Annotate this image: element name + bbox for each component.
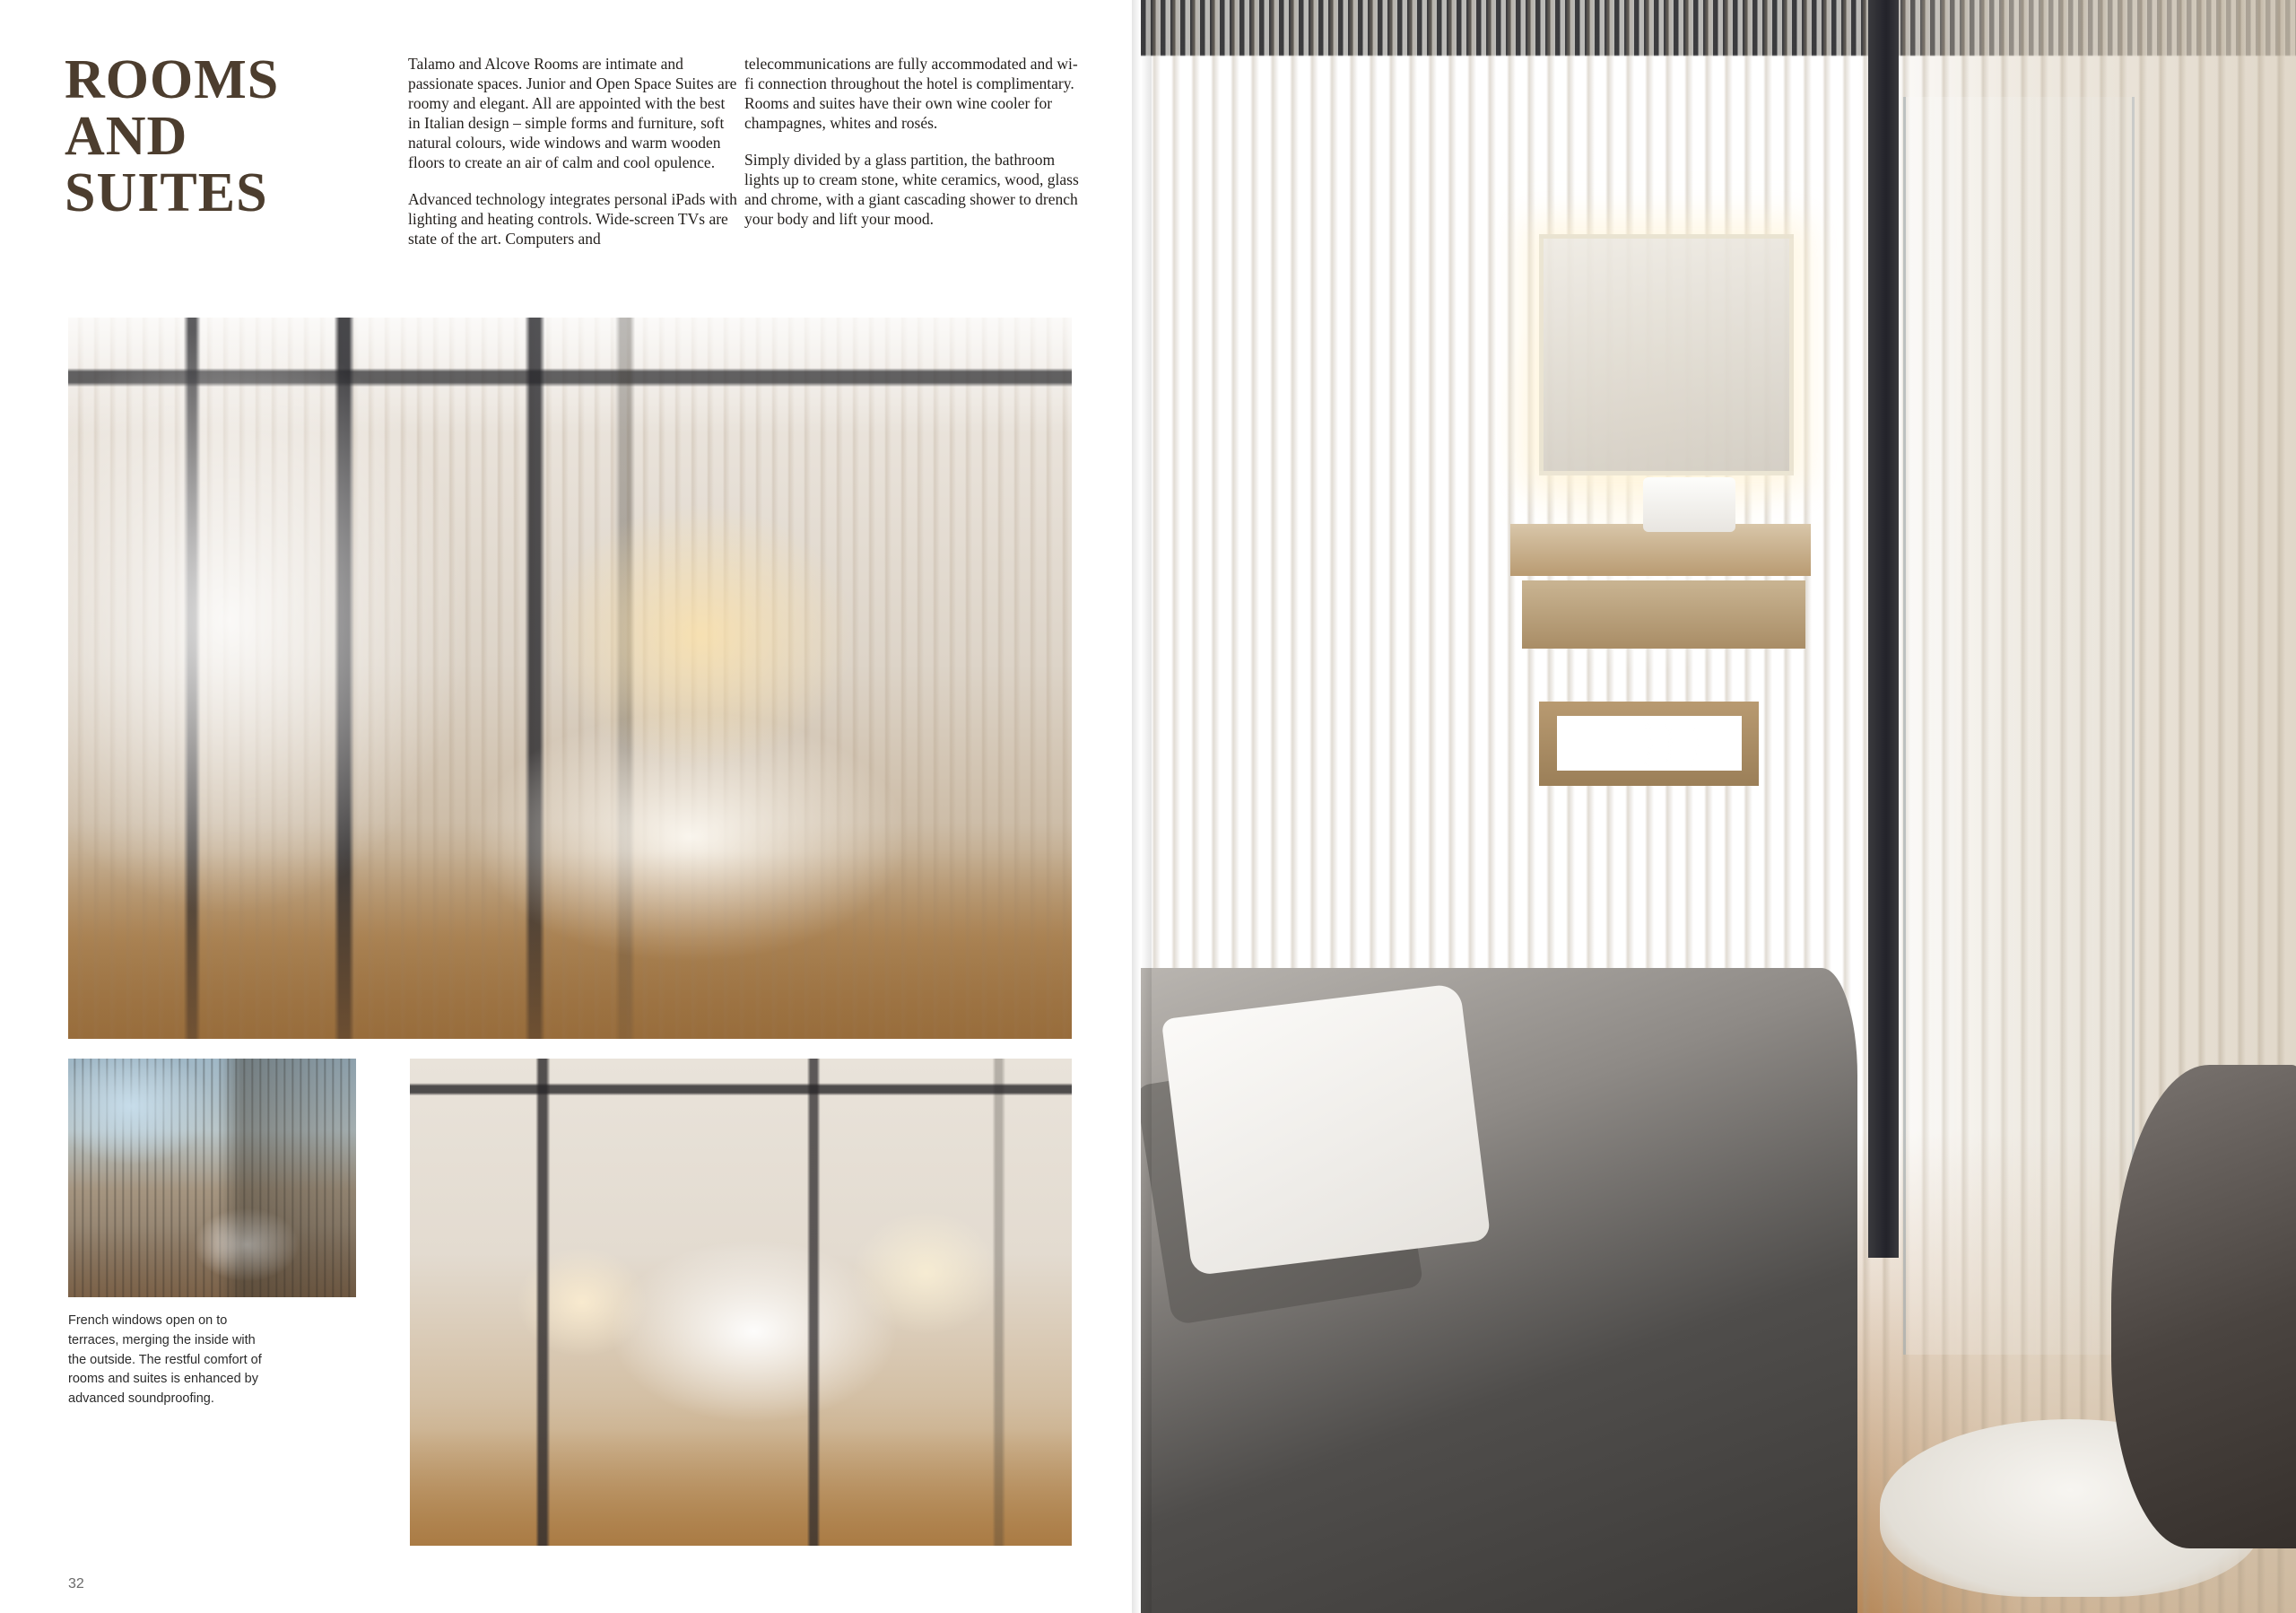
photo-caption: French windows open on to terraces, merging the inside with the outside. The restful comfort of rooms and suites is enhanced by advanced soundproofing.: [68, 1313, 262, 1406]
page-number: 32: [68, 1576, 84, 1591]
photo-content: [410, 1059, 1072, 1546]
page-title-line-2: AND: [65, 106, 188, 168]
body-column-2: [744, 54, 1081, 246]
four-poster-bedroom-photo: [410, 1059, 1072, 1546]
page-title-line-1: ROOMS: [65, 49, 280, 110]
page-title-line-3: SUITES: [65, 162, 268, 224]
page-title: [65, 49, 387, 224]
photo-content: [68, 318, 1072, 1039]
backlit-mirror: [1539, 234, 1793, 476]
right-page: [1141, 0, 2296, 1613]
body-paragraph: telecommunications are fully accommodated and wi-fi connection throughout the hotel is complimentary. Rooms and suites have their own wine cooler for champagnes, whites and rosés.: [744, 55, 1078, 133]
body-column-1: [408, 54, 740, 266]
partition-column: [1868, 0, 1898, 1258]
bathroom-suite-photo: [1141, 0, 2296, 1613]
terrace-photo: [68, 1059, 356, 1297]
washbasin: [1643, 477, 1735, 532]
rolled-towels: [1557, 716, 1742, 771]
left-page: [0, 0, 1139, 1613]
vanity-drawers: [1522, 580, 1805, 649]
body-paragraph: Simply divided by a glass partition, the bathroom lights up to cream stone, white ceramics, wood, glass and chrome, with a giant cascading shower to drench your body and lift your mood.: [744, 151, 1079, 229]
body-paragraph: Talamo and Alcove Rooms are intimate and passionate spaces. Junior and Open Space Suites are roomy and elegant. All are appointed with the best in Italian design – simple forms and furniture, soft natural colours, wide windows and warm wooden floors to create an air of calm and cool opulence.: [408, 55, 737, 172]
open-space-suite-photo: [68, 318, 1072, 1039]
shower-glass-panel: [1903, 97, 2135, 1355]
photo-content: [68, 1059, 356, 1297]
white-cushion: [1161, 982, 1490, 1275]
body-paragraph: Advanced technology integrates personal iPads with lighting and heating controls. Wide-screen TVs are state of the art. Computers and: [408, 190, 737, 248]
armchair: [2111, 1065, 2296, 1548]
